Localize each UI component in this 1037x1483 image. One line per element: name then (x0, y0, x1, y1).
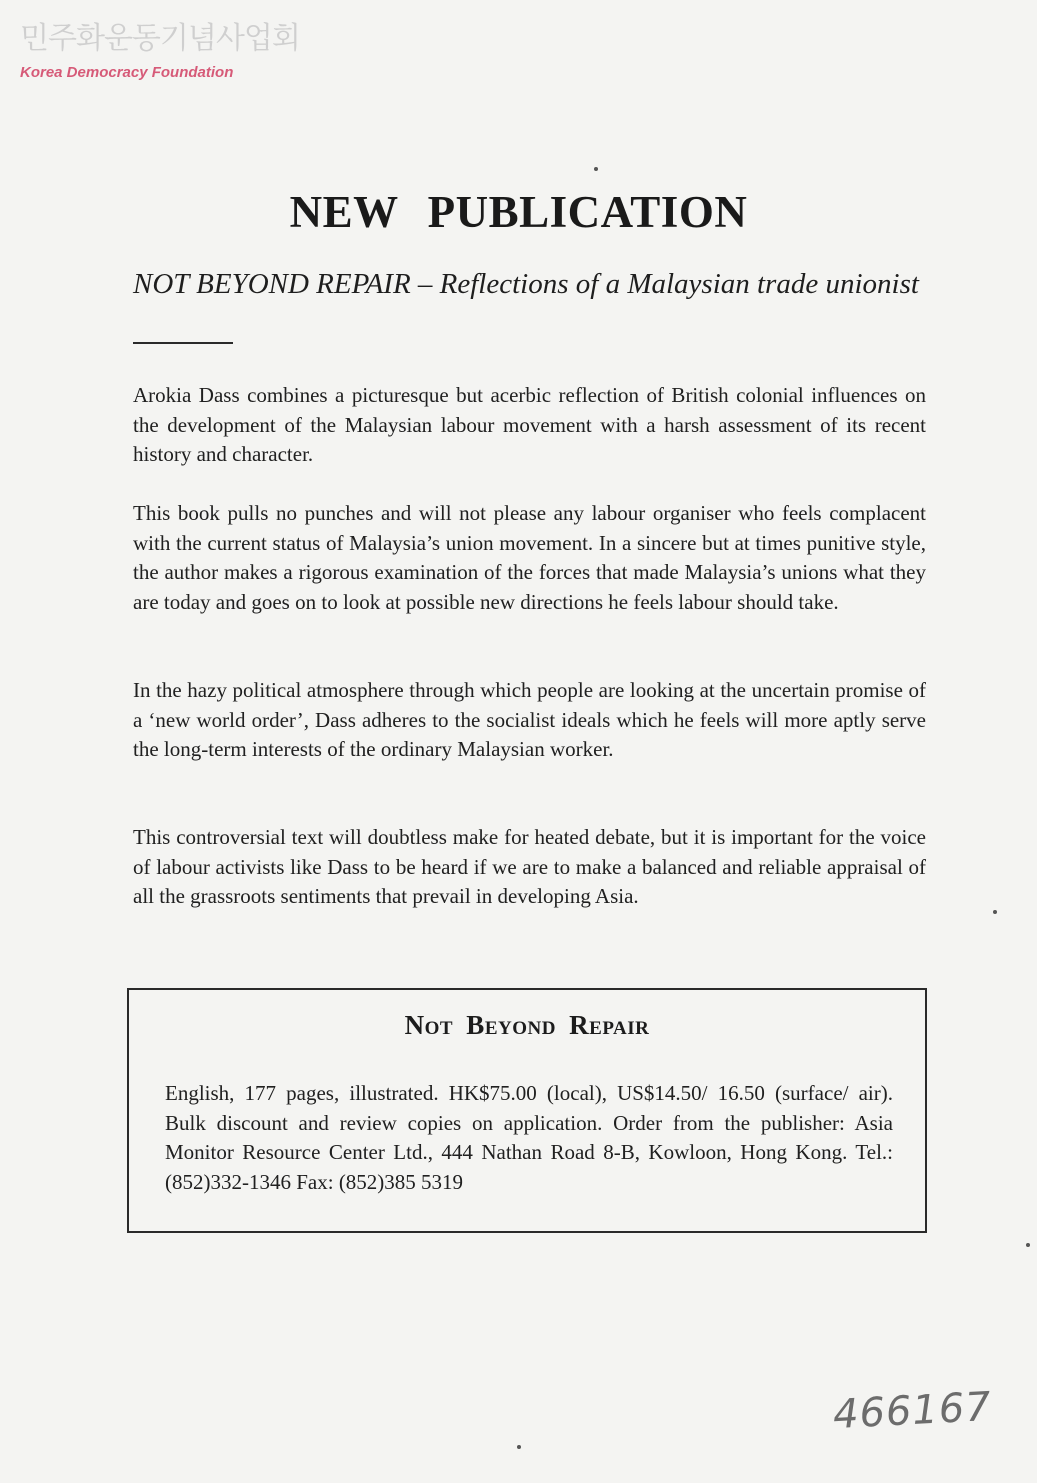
paragraph-1: Arokia Dass combines a picturesque but acerbic reflection of British colonial influences on the development of the Malaysian labour movement with a harsh assessment of its recent history and character. (133, 383, 926, 466)
paper-speck (517, 1445, 521, 1449)
foundation-watermark (20, 22, 300, 81)
paragraph-3: In the hazy political atmosphere through which people are looking at the uncertain promise of a ‘new world order’, Dass adheres to the socialist ideals which he feels will more aptly serve the long-term interests of the ordinary Malaysian worker. (133, 678, 926, 761)
order-box-details: English, 177 pages, illustrated. HK$75.00 (local), US$14.50/ 16.50 (surface/ air). Bulk discount and review copies on application. Order from the publisher: Asia Monitor Resource Center Ltd., 444 Nathan Road 8-B, Kowloon, Hong Kong. Tel.: (852)332-1346 Fax: (852)385 5319 (165, 1081, 893, 1194)
subtitle-underline (133, 342, 233, 344)
watermark-korean: 민주화운동기념사업회 (20, 21, 300, 56)
book-subtitle: NOT BEYOND REPAIR – Reflections of a Malaysian trade unionist (133, 268, 919, 300)
paragraph-2: This book pulls no punches and will not please any labour organiser who feels complacent with the current status of Malaysia’s union movement. In a sincere but at times punitive style, the author makes a rigorous examination of the forces that made Malaysia’s unions what they are today and goes on to look at possible new directions he feels labour should take. (133, 501, 926, 614)
handwritten-archive-number: 466167 (831, 1383, 993, 1439)
watermark-english: Korea Democracy Foundation (20, 64, 234, 81)
paragraph-4: This controversial text will doubtless make for heated debate, but it is important for the voice of labour activists like Dass to be heard if we are to make a balanced and reliable appraisal of all the grassroots sentiments that prevail in developing Asia. (133, 825, 926, 908)
paper-speck (594, 167, 598, 171)
paper-speck (993, 910, 997, 914)
page-title: NEW PUBLICATION (289, 187, 748, 237)
order-box-title: Not Beyond Repair (404, 1010, 650, 1040)
paper-speck (1026, 1243, 1030, 1247)
order-info-box (127, 988, 927, 1233)
